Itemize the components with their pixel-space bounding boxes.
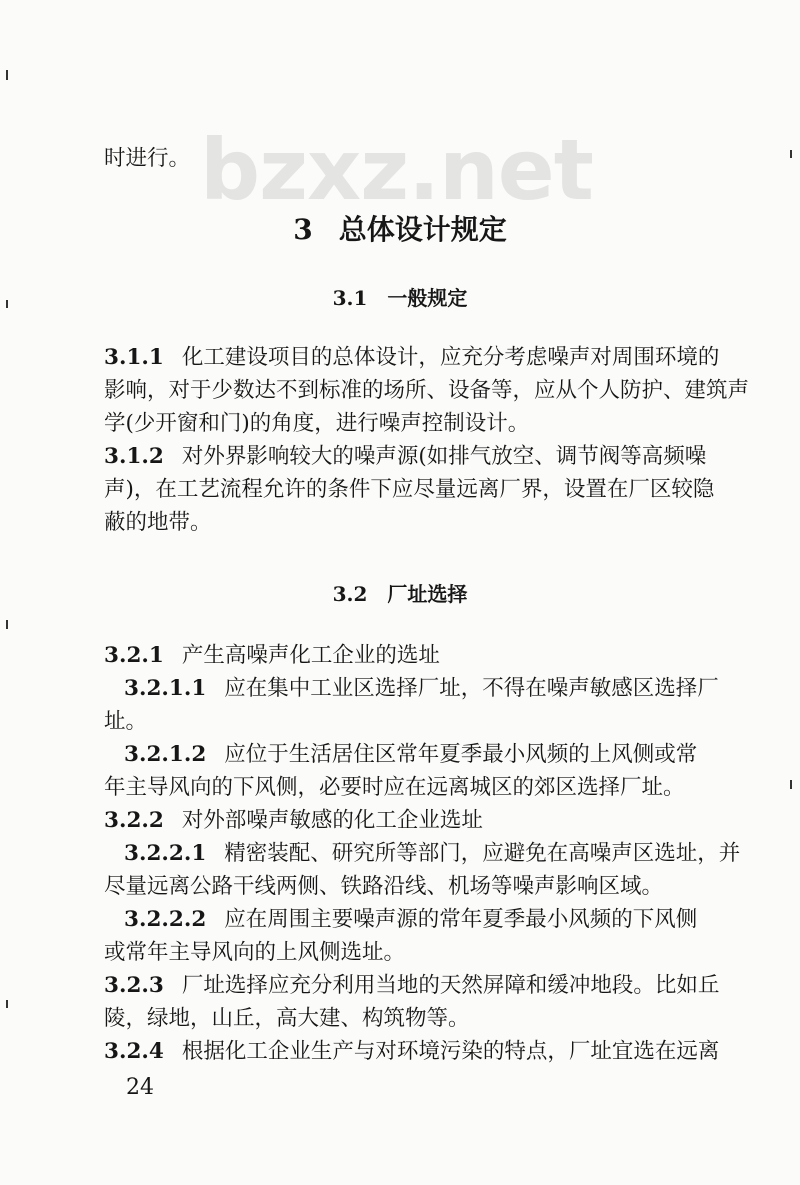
clause-line (124, 905, 697, 935)
clause-line (124, 740, 697, 770)
clause-line (124, 839, 740, 869)
scan-mark (6, 300, 8, 308)
clause-line (104, 1037, 719, 1067)
text-line (104, 938, 405, 968)
line-text: 声)，在工艺流程允许的条件下应尽量远离厂界，设置在厂区较隐 (104, 477, 715, 502)
watermark: bzxz.net (200, 121, 593, 219)
clause-line (104, 641, 440, 671)
line-text: 时进行。 (104, 146, 191, 171)
clause-text: 应在周围主要噪声源的常年夏季最小风频的下风侧 (224, 907, 698, 932)
clause-line (104, 343, 719, 373)
section-title: 总体设计规定 (338, 213, 507, 246)
subsection-heading (0, 578, 800, 607)
clause-text: 应在集中工业区选择厂址，不得在噪声敏感区选择厂 (224, 676, 719, 701)
clause-number: 3.1.1 (104, 345, 164, 370)
scan-mark (790, 150, 792, 158)
clause-number: 3.2.2.1 (124, 841, 207, 866)
text-line (104, 707, 147, 737)
line-text: 址。 (104, 709, 148, 734)
scan-mark (6, 70, 8, 80)
clause-text: 产生高噪声化工企业的选址 (181, 643, 440, 668)
clause-text: 化工建设项目的总体设计，应充分考虑噪声对周围环境的 (181, 345, 720, 370)
section-number: 3 (293, 213, 313, 246)
text-line (104, 144, 190, 174)
scan-mark (790, 780, 792, 789)
clause-line (124, 674, 719, 704)
section-heading (0, 208, 800, 248)
clause-line (104, 971, 719, 1001)
subsection-heading (0, 282, 800, 311)
text-line (104, 1004, 470, 1034)
line-text: 学(少开窗和门)的角度，进行噪声控制设计。 (104, 411, 530, 436)
text-line (104, 475, 714, 505)
clause-number: 3.2.3 (104, 973, 164, 998)
clause-number: 3.2.1.1 (124, 676, 207, 701)
clause-number: 3.2.4 (104, 1039, 164, 1064)
clause-text: 应位于生活居住区常年夏季最小风频的上风侧或常 (224, 742, 698, 767)
scan-mark (6, 1000, 8, 1008)
clause-number: 3.2.1.2 (124, 742, 207, 767)
text-line (104, 376, 749, 406)
subsection-title: 厂址选择 (387, 582, 468, 606)
clause-line (104, 806, 483, 836)
line-text: 蔽的地带。 (104, 510, 212, 535)
line-text: 或常年主导风向的上风侧选址。 (104, 940, 406, 965)
clause-text: 根据化工企业生产与对环境污染的特点，厂址宜选在远离 (181, 1039, 720, 1064)
subsection-number: 3.2 (332, 582, 368, 606)
scan-mark (6, 620, 8, 629)
clause-number: 3.2.1 (104, 643, 164, 668)
clause-text: 精密装配、研究所等部门，应避免在高噪声区选址，并 (224, 841, 741, 866)
clause-line (104, 442, 706, 472)
text-line (104, 508, 212, 538)
clause-text: 厂址选择应充分利用当地的天然屏障和缓冲地段。比如丘 (181, 973, 720, 998)
line-text: 陵，绿地，山丘，高大建、构筑物等。 (104, 1006, 470, 1031)
text-line (104, 872, 663, 902)
page-number: 24 (126, 1075, 154, 1100)
subsection-title: 一般规定 (387, 286, 468, 310)
line-text: 年主导风向的下风侧，必要时应在远离城区的郊区选择厂址。 (104, 775, 685, 800)
clause-text: 对外界影响较大的噪声源(如排气放空、调节阀等高频噪 (181, 444, 707, 469)
text-line (104, 409, 529, 439)
subsection-number: 3.1 (332, 286, 368, 310)
line-text: 尽量远离公路干线两侧、铁路沿线、机场等噪声影响区域。 (104, 874, 664, 899)
clause-number: 3.1.2 (104, 444, 164, 469)
clause-number: 3.2.2 (104, 808, 164, 833)
clause-text: 对外部噪声敏感的化工企业选址 (181, 808, 483, 833)
line-text: 影响，对于少数达不到标准的场所、设备等，应从个人防护、建筑声 (104, 378, 750, 403)
text-line (104, 773, 685, 803)
clause-number: 3.2.2.2 (124, 907, 207, 932)
